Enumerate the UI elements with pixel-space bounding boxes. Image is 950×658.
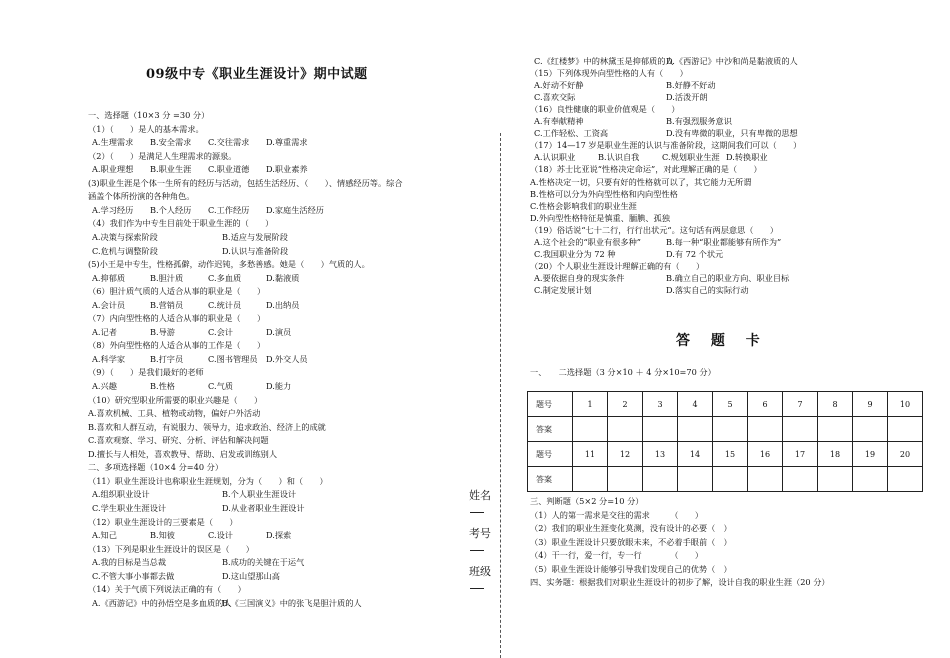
answer-option: B.成功的关键在于运气: [222, 557, 305, 568]
question-line: （12）职业生涯设计的三要素是（ ）: [88, 516, 238, 527]
question-line: D.外向型性格特征是慎重、腼腆、孤独: [530, 212, 670, 223]
question-line: （1）（ ）是人的基本需求。: [88, 123, 204, 134]
question-line: 一、选择题（10×3 分 =30 分）: [88, 110, 210, 120]
answer-option: C.学生职业生涯设计: [92, 502, 167, 513]
question-line: （10）研究型职业所需要的职业兴趣是（ ）: [88, 394, 263, 405]
answer-option: A.认识职业: [534, 152, 576, 163]
question-line: （18）苏士比亚说“性格决定命运”，对此理解正确的是（ ）: [530, 164, 762, 175]
answer-option: A.会计员: [92, 299, 126, 310]
answer-option: B.适应与发展阶段: [222, 231, 288, 242]
question-line: C.喜欢观察、学习、研究、分析、评估和解决问题: [88, 435, 269, 446]
question-number-cell: 16: [748, 442, 783, 467]
answer-option: B.职业生涯: [150, 164, 192, 175]
answer-option: B.个人经历: [150, 204, 192, 215]
question-number-cell: 10: [888, 392, 923, 417]
answer-table: [527, 391, 923, 492]
answer-option: A.《西游记》中的孙悟空是多血质的人: [92, 597, 232, 608]
answer-option: C.会计: [208, 326, 233, 337]
answer-option: C.职业道德: [208, 164, 250, 175]
section-heading: 四、实务题：根据我们对职业生涯设计的初步了解，设计自我的职业生涯（20 分）: [530, 577, 830, 587]
answer-option: B.每一种“职业都能够有所作为”: [666, 236, 782, 247]
answer-option: D.活泼开朗: [666, 92, 708, 103]
binding-divider: [500, 133, 501, 658]
answer-option: D.探索: [266, 530, 292, 541]
answer-cell[interactable]: [853, 417, 888, 442]
table-row: [528, 417, 923, 442]
question-number-cell: 20: [888, 442, 923, 467]
answer-card-title: 答 题 卡: [676, 333, 768, 349]
question-line: B.喜欢和人群互动，有说服力、领导力，追求政治、经济上的成就: [88, 421, 326, 432]
answer-cell[interactable]: [713, 467, 748, 492]
answer-cell[interactable]: [643, 417, 678, 442]
answer-option: B.导游: [150, 326, 175, 337]
answer-option: B.知彼: [150, 530, 175, 541]
answer-option: A.职业理想: [92, 164, 134, 175]
name-label: 姓名: [469, 489, 491, 502]
answer-option: C.制定发展计划: [534, 284, 592, 295]
answer-cell[interactable]: [608, 417, 643, 442]
row-label-answer: 答案: [528, 417, 573, 442]
question-line: (5)小王是中专生，性格孤僻，动作迟钝，多愁善感。她是（ ）气质的人。: [88, 259, 370, 270]
answer-cell[interactable]: [678, 417, 713, 442]
question-line: （20）个人职业生涯设计理解正确的有（ ）: [530, 260, 705, 271]
question-number-cell: 13: [643, 442, 678, 467]
question-number-cell: 6: [748, 392, 783, 417]
answer-option: A.兴趣: [92, 381, 117, 391]
answer-option: D.落实自己的实际行动: [666, 284, 749, 295]
row-label-number: 题号: [528, 392, 573, 417]
answer-option: D.能力: [266, 381, 292, 391]
question-number-cell: 9: [853, 392, 888, 417]
answer-cell[interactable]: [643, 467, 678, 492]
answer-option: B.好静不好动: [666, 80, 716, 91]
answer-option: C.图书管理员: [208, 353, 258, 364]
question-line: （7）内向型性格的人适合从事的职业是（ ）: [88, 313, 266, 324]
answer-option: C.工作经历: [208, 204, 250, 215]
question-number-cell: 4: [678, 392, 713, 417]
question-number-cell: 14: [678, 442, 713, 467]
answer-option: B.胆汁质: [150, 272, 184, 283]
answer-option: A.有奉献精神: [534, 116, 584, 127]
answer-cell[interactable]: [748, 467, 783, 492]
answer-option: D.从业者职业生涯设计: [222, 502, 305, 513]
answer-option: C.工作轻松、工资高: [534, 128, 609, 139]
question-line: （15）下列体现外向型性格的人有（ ）: [530, 68, 688, 79]
answer-option: D.有 72 个状元: [666, 248, 724, 259]
question-line: A.性格决定一切，只要有好的性格就可以了，其它能力无所谓: [530, 176, 752, 187]
answer-option: C.设计: [208, 530, 233, 541]
answer-option: D.出纳员: [266, 299, 300, 310]
question-line: （8）外向型性格的人适合从事的工作是（ ）: [88, 340, 266, 351]
table-row: [528, 467, 923, 492]
answer-option: C.喜欢交际: [534, 92, 576, 103]
answer-option: A.科学家: [92, 353, 126, 364]
question-number-cell: 7: [783, 392, 818, 417]
answer-card-heading: 一、 二选择题（3 分×10 ＋ 4 分×10=70 分）: [530, 367, 716, 377]
question-line: 二、多项选择题（10×4 分=40 分）: [88, 462, 224, 473]
class-label: 班级: [469, 565, 491, 578]
question-line: （19）俗话说“七十二行，行行出状元“。这句话有两层意思（ ）: [530, 224, 779, 235]
question-line: D.擅长与人相处，喜欢教导、帮助、启发或训练别人: [88, 448, 278, 459]
answer-option: A.好动不好静: [534, 80, 584, 91]
answer-option: D.家庭生活经历: [266, 204, 324, 215]
answer-cell[interactable]: [888, 467, 923, 492]
question-number-cell: 18: [818, 442, 853, 467]
answer-option: C.我国职业分为 72 种: [534, 248, 616, 259]
answer-option: B.个人职业生涯设计: [222, 489, 297, 500]
answer-option: D.演员: [266, 326, 292, 337]
judgment-item: （2）我们的职业生涯变化莫测，没有设计的必要（ ）: [530, 523, 732, 533]
answer-option: C.《红楼梦》中的林黛玉是抑郁质的人: [534, 56, 674, 66]
answer-cell[interactable]: [573, 417, 608, 442]
question-line: (3)职业生涯是个体一生所有的经历与活动，包括生活经历、（ ）、情感经历等。综合: [88, 177, 403, 188]
question-line: A.喜欢机械、工具、植物或动物，偏好户外活动: [88, 408, 261, 419]
question-number-cell: 17: [783, 442, 818, 467]
question-line: （13）下列是职业生涯设计的误区是（ ）: [88, 543, 254, 554]
answer-cell[interactable]: [678, 467, 713, 492]
question-number-cell: 3: [643, 392, 678, 417]
answer-cell[interactable]: [888, 417, 923, 442]
question-number-cell: 19: [853, 442, 888, 467]
answer-cell[interactable]: [573, 467, 608, 492]
answer-option: B.认识自我: [598, 152, 640, 163]
question-line: （2）（ ）是满足人生理需求的源泉。: [88, 150, 237, 161]
answer-option: C.不管大事小事都去做: [92, 570, 175, 581]
answer-option: D.职业素养: [266, 164, 308, 175]
answer-option: D.外交人员: [266, 353, 308, 364]
answer-cell[interactable]: [818, 417, 853, 442]
question-line: （9）（ ）是我们最好的老师: [88, 367, 204, 378]
answer-cell[interactable]: [748, 417, 783, 442]
question-number-cell: 15: [713, 442, 748, 467]
answer-cell[interactable]: [853, 467, 888, 492]
answer-option: D.这山望那山高: [222, 570, 280, 581]
answer-option: A.学习经历: [92, 204, 134, 215]
question-line: （17）14—17 岁是职业生涯的认识与准备阶段，这期间我们可以（ ）: [530, 140, 802, 151]
answer-cell[interactable]: [713, 417, 748, 442]
question-number-cell: 8: [818, 392, 853, 417]
exam-number-label: 考号: [469, 527, 491, 540]
question-line: （16）良性健康的职业价值观是（ ）: [530, 104, 680, 115]
answer-option: A.要依据自身的现实条件: [534, 272, 625, 283]
answer-option: C.统计员: [208, 299, 242, 310]
section-heading: 三、判断题（5×2 分=10 分）: [530, 496, 644, 506]
answer-option: A.生理需求: [92, 137, 134, 148]
answer-option: A.记者: [92, 326, 117, 337]
answer-option: A.我的目标是当总裁: [92, 557, 167, 568]
question-line: （6）胆汁质气质的人适合从事的职业是（ ）: [88, 286, 266, 297]
question-line: 涵盖个体所扮演的各种角色。: [88, 191, 195, 202]
answer-option: A.决策与探索阶段: [92, 231, 158, 242]
answer-option: B.打字员: [150, 353, 184, 364]
answer-option: D.尊重需求: [266, 137, 308, 148]
answer-option: D.没有卑微的职业，只有卑微的思想: [666, 128, 798, 139]
row-label-number: 题号: [528, 442, 573, 467]
question-line: C.性格会影响我们的职业生涯: [530, 200, 637, 211]
row-label-answer: 答案: [528, 467, 573, 492]
question-line: （14）关于气质下列说法正确的有（ ）: [88, 584, 246, 595]
answer-option: D.《西游记》中沙和尚是黏液质的人: [666, 56, 798, 66]
answer-option: C.气质: [208, 381, 233, 391]
answer-option: B.安全需求: [150, 137, 192, 148]
question-line: （4）我们作为中专生目前处于职业生涯的（ ）: [88, 218, 274, 229]
answer-cell[interactable]: [783, 417, 818, 442]
answer-option: A.抑郁质: [92, 272, 126, 283]
answer-option: D.转换职业: [726, 152, 768, 163]
table-row: [528, 442, 923, 467]
judgment-item: （1）人的第一需求是交往的需求 （ ）: [530, 509, 704, 520]
answer-option: B.确立自己的职业方向、职业目标: [666, 272, 790, 283]
answer-option: C.规划职业生涯: [662, 152, 720, 163]
judgment-item: （4）干一行，爱一行，专一行 （ ）: [530, 550, 704, 560]
exam-number-underline[interactable]: [470, 550, 484, 551]
answer-cell[interactable]: [818, 467, 853, 492]
question-number-cell: 2: [608, 392, 643, 417]
question-number-cell: 12: [608, 442, 643, 467]
answer-option: D.黏液质: [266, 272, 300, 283]
name-underline[interactable]: [470, 512, 484, 513]
answer-option: B.《三国演义》中的张飞是胆汁质的人: [222, 597, 362, 608]
answer-cell[interactable]: [608, 467, 643, 492]
question-number-cell: 11: [573, 442, 608, 467]
answer-cell[interactable]: [783, 467, 818, 492]
question-line: B.性格可以分为外向型性格和内向型性格: [530, 188, 678, 199]
answer-option: C.交往需求: [208, 137, 250, 148]
answer-option: A.这个社会的“职业有很多种”: [534, 236, 641, 247]
answer-option: C.危机与调整阶段: [92, 245, 158, 256]
table-row: [528, 392, 923, 417]
answer-option: A.组织职业设计: [92, 489, 150, 500]
answer-option: A.知己: [92, 530, 117, 541]
judgment-item: （3）职业生涯设计只要放眼未来，不必着手眼前（ ）: [530, 536, 732, 547]
class-underline[interactable]: [470, 588, 484, 589]
answer-option: B.有强烈服务意识: [666, 116, 732, 127]
question-line: （11）职业生涯设计也称职业生涯规划，分为（ ）和（ ）: [88, 475, 328, 486]
answer-option: B.营销员: [150, 299, 184, 310]
judgment-item: （5）职业生涯设计能够引导我们发现自己的优势（ ）: [530, 563, 732, 574]
question-number-cell: 5: [713, 392, 748, 417]
answer-option: C.多血质: [208, 272, 242, 283]
exam-title: 09级中专《职业生涯设计》期中试题: [146, 67, 368, 82]
answer-option: D.认识与准备阶段: [222, 245, 289, 256]
answer-option: B.性格: [150, 381, 175, 391]
question-number-cell: 1: [573, 392, 608, 417]
